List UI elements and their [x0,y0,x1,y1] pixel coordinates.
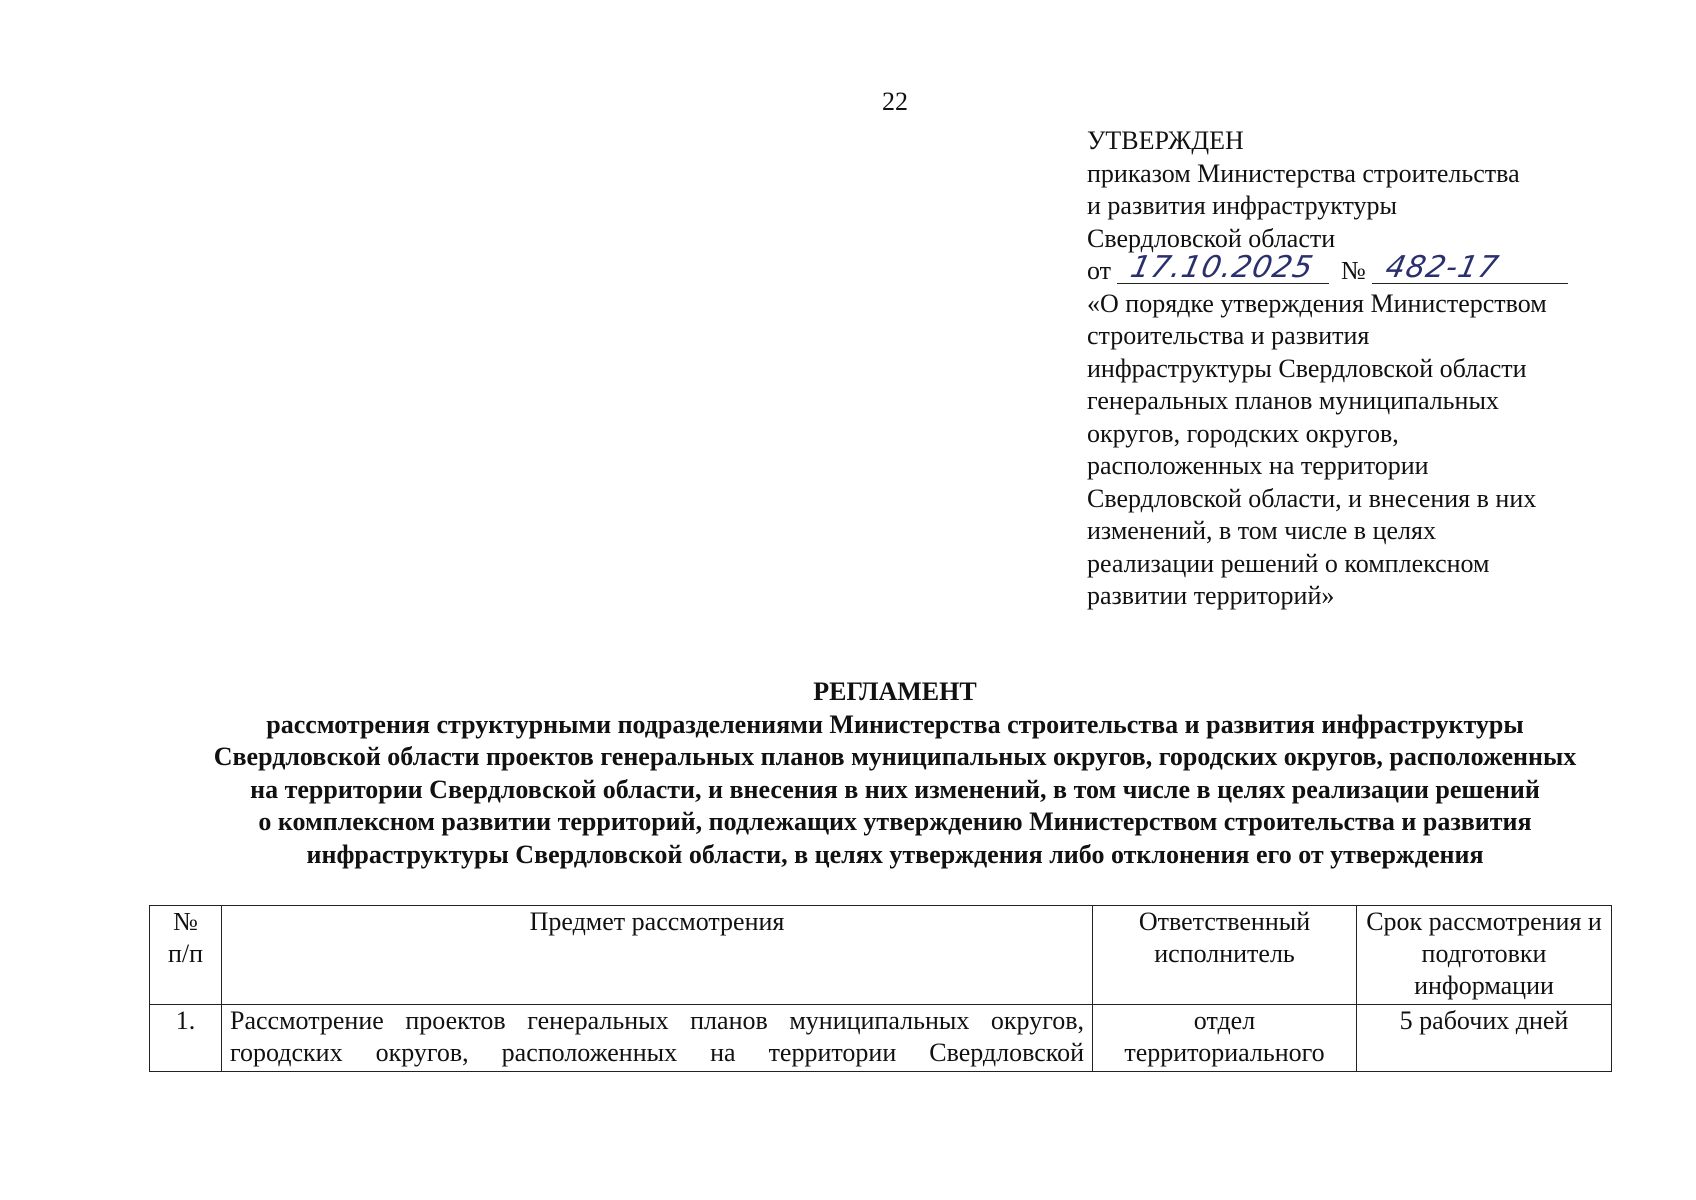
heading-title: РЕГЛАМЕНТ [813,677,977,706]
header-term: Срок рассмотрения и подготовки информации [1357,906,1612,1005]
approval-line: и развития инфраструктуры [1087,191,1398,220]
order-date-number-line [1087,250,1647,288]
approval-subject-line: изменений, в том числе в целях [1087,516,1436,545]
heading-line: инфраструктуры Свердловской области, в целях утверждения либо отклонения его от утверждения [306,839,1484,869]
heading-line: Свердловской области проектов генеральных планов муниципальных округов, городских округов, расположенных [213,742,1577,772]
regulation-table [149,905,1612,1072]
approval-subject-line: инфраструктуры Свердловской области [1087,353,1527,383]
approval-subject-line: округов, городских округов, [1087,418,1399,448]
approval-subject-line: развитии территорий» [1087,581,1335,610]
approval-subject-line: строительства и развития [1087,321,1370,350]
row-term: 5 рабочих дней [1357,1005,1612,1072]
table-row [150,1005,1612,1072]
heading-line: о комплексном развитии территорий, подлежащих утверждению Министерством строительства и развития [258,807,1532,837]
approval-subject-line: «О порядке утверждения Министерством [1087,288,1547,318]
from-label: от [1087,256,1112,285]
number-field [1372,250,1568,285]
date-field [1117,250,1329,285]
page-number: 22 [882,87,908,116]
table-header-row [150,906,1612,1005]
header-subject: Предмет рассмотрения [222,906,1093,1005]
heading-line: на территории Свердловской области, и внесения в них изменений, в том числе в целях реализации решений [250,774,1540,804]
approval-subject-line: расположенных на территории [1087,451,1429,480]
approval-subject-line: генеральных планов муниципальных [1087,386,1499,415]
approval-title: УТВЕРЖДЕН [1087,126,1244,155]
approval-line: приказом Министерства строительства [1087,158,1520,188]
handwritten-number: 482-17 [1382,250,1502,285]
heading-line: рассмотрения структурными подразделениями Министерства строительства и развития инфраструктуры [266,709,1524,739]
number-label: № [1341,256,1366,285]
row-num: 1. [150,1005,222,1072]
approval-block [1087,125,1647,613]
row-subject: Рассмотрение проектов генеральных планов муниципальных округов, городских округов, расположенных на территории Свердловской [222,1005,1093,1072]
header-responsible: Ответственный исполнитель [1093,906,1357,1005]
approval-subject-line: реализации решений о комплексном [1087,548,1490,578]
row-responsible: отдел территориального [1093,1005,1357,1072]
header-num: № п/п [150,906,222,1005]
handwritten-date: 17.10.2025 [1127,250,1317,285]
approval-line: Свердловской области [1087,223,1336,253]
document-heading [130,676,1660,872]
approval-subject-line: Свердловской области, и внесения в них [1087,483,1537,513]
